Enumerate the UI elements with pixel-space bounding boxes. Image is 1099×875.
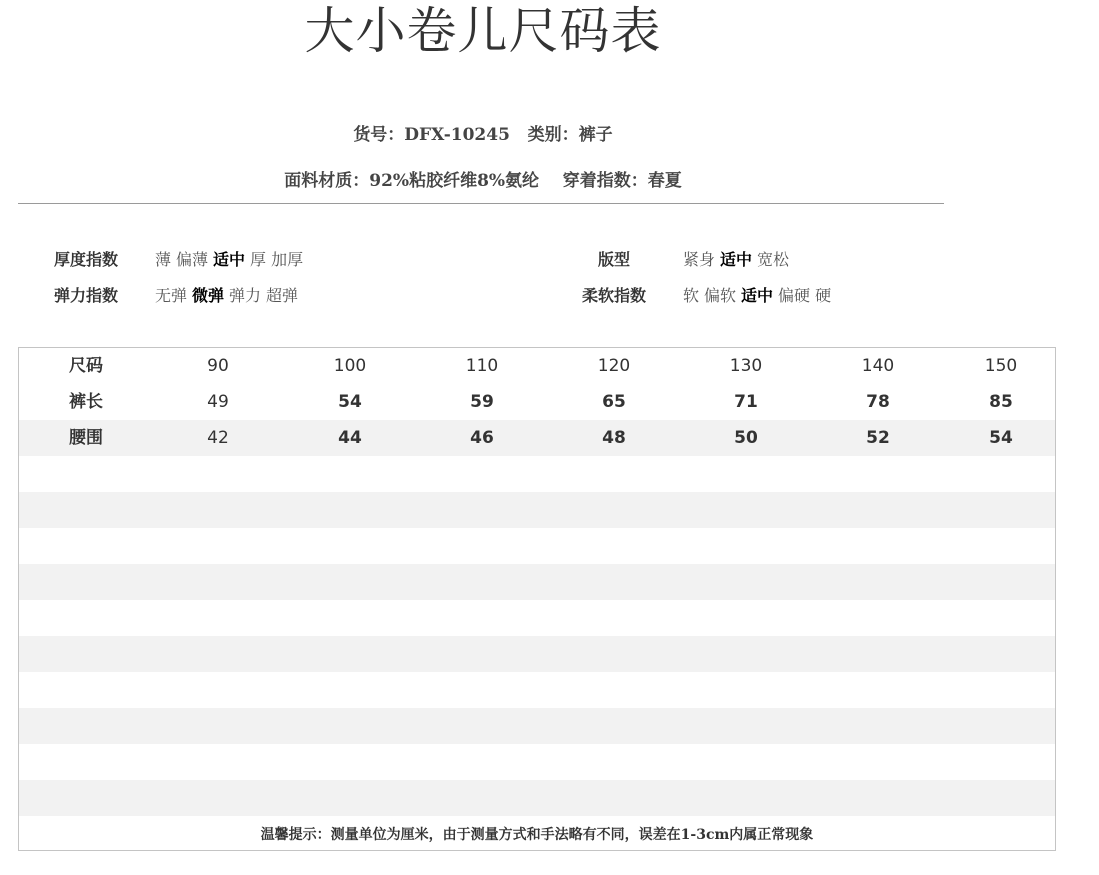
elasticity-label: 弹力指数 xyxy=(53,286,118,305)
softness-option: 软 xyxy=(683,286,700,305)
elasticity-option: 无弹 xyxy=(155,286,188,305)
table-cell: 54 xyxy=(338,392,362,412)
softness-option: 偏硬 xyxy=(778,286,811,305)
table-row xyxy=(19,564,1055,600)
size-table xyxy=(18,347,1056,851)
size-header-cell: 140 xyxy=(861,356,895,376)
row-label: 裤长 xyxy=(69,392,103,412)
elasticity-option: 超弹 xyxy=(266,286,299,305)
elasticity-option: 微弹 xyxy=(192,286,225,305)
softness-option: 适中 xyxy=(741,286,774,305)
table-cell: 85 xyxy=(989,392,1013,412)
table-row xyxy=(19,348,1055,384)
table-cell: 65 xyxy=(602,392,626,412)
table-cell: 50 xyxy=(734,428,758,448)
size-header-cell: 100 xyxy=(333,356,367,376)
elasticity-option: 弹力 xyxy=(229,286,262,305)
row-label: 尺码 xyxy=(69,356,103,376)
row-label: 腰围 xyxy=(69,428,103,448)
table-cell: 49 xyxy=(207,392,229,412)
table-row xyxy=(19,456,1055,492)
table-cell: 59 xyxy=(470,392,494,412)
thickness-option: 加厚 xyxy=(271,250,304,269)
size-header-cell: 150 xyxy=(984,356,1018,376)
table-row xyxy=(19,780,1055,816)
fit-options xyxy=(683,247,794,270)
table-row xyxy=(19,708,1055,744)
thickness-option: 偏薄 xyxy=(176,250,209,269)
material-info-line: 面料材质：92%粘胶纤维8%氨纶 穿着指数：春夏 xyxy=(284,171,682,191)
size-header-cell: 90 xyxy=(207,356,229,376)
table-cell: 52 xyxy=(866,428,890,448)
table-row xyxy=(19,492,1055,528)
thickness-options xyxy=(155,247,308,270)
softness-option: 偏软 xyxy=(704,286,737,305)
fit-option: 紧身 xyxy=(683,250,716,269)
table-cell: 44 xyxy=(338,428,362,448)
table-row xyxy=(19,420,1055,456)
thickness-option: 薄 xyxy=(155,250,172,269)
table-cell: 54 xyxy=(989,428,1013,448)
softness-option: 硬 xyxy=(815,286,832,305)
size-header-cell: 120 xyxy=(597,356,631,376)
elasticity-options xyxy=(155,283,303,306)
size-header-cell: 130 xyxy=(729,356,763,376)
table-row xyxy=(19,672,1055,708)
size-header-cell: 110 xyxy=(465,356,499,376)
measurement-note: 温馨提示：测量单位为厘米，由于测量方式和手法略有不同，误差在1-3cm内属正常现象 xyxy=(260,827,814,843)
table-cell: 71 xyxy=(734,392,758,412)
softness-label: 柔软指数 xyxy=(581,286,646,305)
fit-option: 适中 xyxy=(720,250,753,269)
thickness-label: 厚度指数 xyxy=(53,250,118,269)
table-row xyxy=(19,528,1055,564)
table-row xyxy=(19,744,1055,780)
thickness-option: 适中 xyxy=(213,250,246,269)
table-row xyxy=(19,384,1055,420)
table-row xyxy=(19,600,1055,636)
table-cell: 46 xyxy=(470,428,494,448)
header-divider xyxy=(18,203,944,204)
table-cell: 78 xyxy=(866,392,890,412)
product-info-line: 货号：DFX-10245 类别：裤子 xyxy=(353,125,613,145)
thickness-option: 厚 xyxy=(250,250,267,269)
page-title: 大小卷儿尺码表 xyxy=(304,2,662,60)
fit-option: 宽松 xyxy=(757,250,790,269)
softness-options xyxy=(683,283,836,306)
table-cell: 42 xyxy=(207,428,229,448)
table-cell: 48 xyxy=(602,428,626,448)
fit-label: 版型 xyxy=(597,250,630,269)
table-row xyxy=(19,636,1055,672)
